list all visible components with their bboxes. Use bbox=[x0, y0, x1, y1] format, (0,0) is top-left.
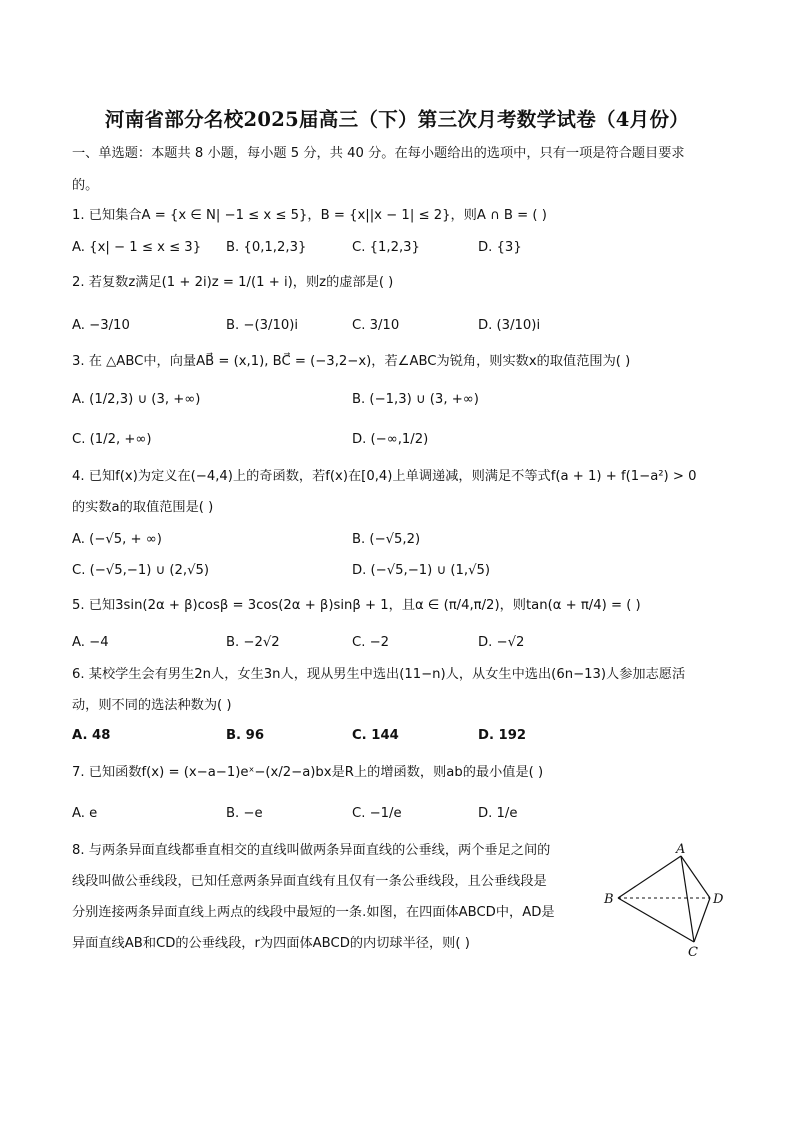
q5-option-b: B. −2√2 bbox=[226, 635, 280, 650]
q1-option-d: D. {3} bbox=[478, 240, 522, 255]
q6-option-a: A. 48 bbox=[72, 728, 111, 743]
edge-ad bbox=[681, 856, 710, 898]
q2-option-b: B. −(3/10)i bbox=[226, 318, 299, 333]
question-8-line4: 异面直线AB和CD的公垂线段，r为四面体ABCD的内切球半径，则( ) bbox=[72, 936, 470, 951]
q3-option-b: B. (−1,3) ∪ (3, +∞) bbox=[352, 392, 479, 407]
edge-bc bbox=[618, 898, 694, 942]
q7-option-d: D. 1/e bbox=[478, 806, 518, 821]
vertex-label-d: D bbox=[713, 892, 724, 907]
question-6: 6. 某校学生会有男生2n人，女生3n人，现从男生中选出(11−n)人，从女生中选出(6n−13)人参加志愿活 bbox=[72, 667, 686, 682]
q4-option-d: D. (−√5,−1) ∪ (1,√5) bbox=[352, 563, 491, 578]
q1-option-a: A. {x| − 1 ≤ x ≤ 3} bbox=[72, 240, 202, 255]
q6-option-d: D. 192 bbox=[478, 728, 527, 743]
question-4: 4. 已知f(x)为定义在(−4,4)上的奇函数，若f(x)在[0,4)上单调递减，则满足不等式f(a + 1) + f(1−a²) > 0 bbox=[72, 469, 697, 484]
q2-option-c: C. 3/10 bbox=[352, 318, 400, 333]
q2-option-a: A. −3/10 bbox=[72, 318, 130, 333]
q3-option-d: D. (−∞,1/2) bbox=[352, 432, 429, 447]
vertex-label-a: A bbox=[676, 842, 686, 857]
q6-option-b: B. 96 bbox=[226, 728, 265, 743]
edge-cd bbox=[694, 898, 710, 942]
q7-option-c: C. −1/e bbox=[352, 806, 402, 821]
question-8-line2: 线段叫做公垂线段，已知任意两条异面直线有且仅有一条公垂线段，且公垂线段是 bbox=[72, 874, 547, 889]
section1-heading-cont: 的。 bbox=[72, 178, 99, 193]
question-8-line3: 分别连接两条异面直线上两点的线段中最短的一条.如图，在四面体ABCD中，AD是 bbox=[72, 905, 555, 920]
vertex-label-c: C bbox=[688, 945, 698, 960]
question-1: 1. 已知集合A = {x ∈ N| −1 ≤ x ≤ 5}，B = {x||x − 1| ≤ 2}，则A ∩ B = ( ) bbox=[72, 208, 547, 223]
question-6-cont: 动，则不同的选法种数为( ) bbox=[72, 698, 232, 713]
question-7: 7. 已知函数f(x) = (x−a−1)eˣ−(x/2−a)bx是R上的增函数，则ab的最小值是( ) bbox=[72, 765, 544, 780]
edge-ab bbox=[618, 856, 681, 898]
question-5: 5. 已知3sin(2α + β)cosβ = 3cos(2α + β)sinβ + 1，且α ∈ (π/4,π/2)，则tan(α + π/4) = ( ) bbox=[72, 598, 641, 613]
q3-option-c: C. (1/2, +∞) bbox=[72, 432, 152, 447]
section1-heading: 一、单选题：本题共 8 小题，每小题 5 分，共 40 分。在每小题给出的选项中，只有一项是符合题目要求 bbox=[72, 146, 685, 161]
tetrahedron-figure bbox=[596, 840, 736, 960]
question-4-cont: 的实数a的取值范围是( ) bbox=[72, 500, 214, 515]
q7-option-a: A. e bbox=[72, 806, 98, 821]
q5-option-c: C. −2 bbox=[352, 635, 390, 650]
q2-option-d: D. (3/10)i bbox=[478, 318, 541, 333]
q5-option-d: D. −√2 bbox=[478, 635, 525, 650]
question-3: 3. 在 △ABC中，向量AB⃗ = (x,1), BC⃗ = (−3,2−x)，若∠ABC为锐角，则实数x的取值范围为( ) bbox=[72, 354, 631, 369]
q4-option-a: A. (−√5, + ∞) bbox=[72, 532, 162, 547]
edge-ac bbox=[681, 856, 694, 942]
q4-option-c: C. (−√5,−1) ∪ (2,√5) bbox=[72, 563, 210, 578]
question-2: 2. 若复数z满足(1 + 2i)z = 1/(1 + i)，则z的虚部是( ) bbox=[72, 275, 394, 290]
q7-option-b: B. −e bbox=[226, 806, 263, 821]
q6-option-c: C. 144 bbox=[352, 728, 399, 743]
exam-title: 河南省部分名校2025届高三（下）第三次月考数学试卷（4月份） bbox=[104, 108, 690, 131]
question-8: 8. 与两条异面直线都垂直相交的直线叫做两条异面直线的公垂线，两个垂足之间的 bbox=[72, 843, 551, 858]
vertex-label-b: B bbox=[604, 892, 614, 907]
q4-option-b: B. (−√5,2) bbox=[352, 532, 421, 547]
q1-option-b: B. {0,1,2,3} bbox=[226, 240, 307, 255]
q1-option-c: C. {1,2,3} bbox=[352, 240, 420, 255]
q3-option-a: A. (1/2,3) ∪ (3, +∞) bbox=[72, 392, 201, 407]
q5-option-a: A. −4 bbox=[72, 635, 109, 650]
